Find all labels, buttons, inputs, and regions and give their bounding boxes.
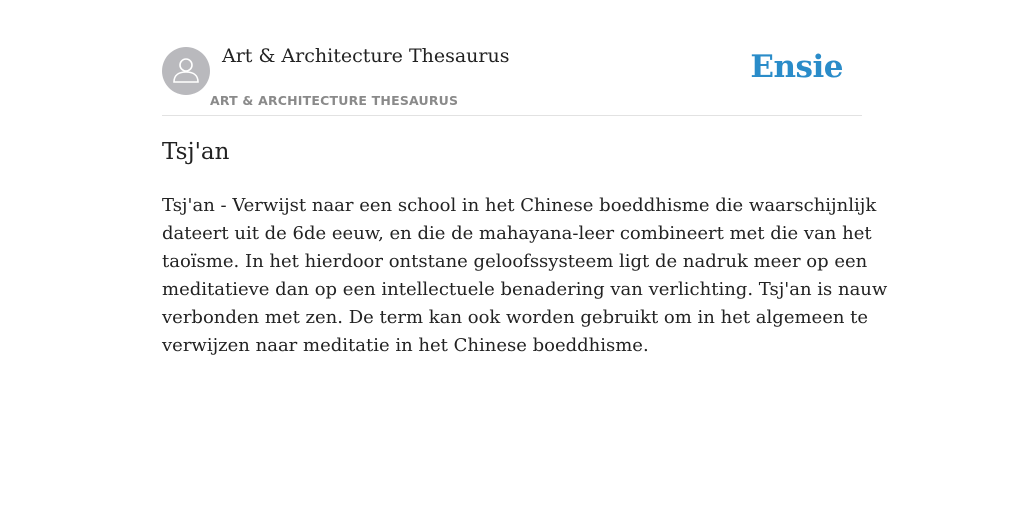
user-silhouette-icon (162, 47, 210, 95)
definition-line: dateert uit de 6de eeuw, en die de mahayana-leer combineert met die van het (162, 223, 872, 244)
source-subtitle[interactable]: ART & ARCHITECTURE THESAURUS (210, 93, 459, 108)
brand-logo[interactable]: Ensie (750, 49, 843, 85)
definition-line: meditatieve dan op een intellectuele benadering van verlichting. Tsj'an is nauw (162, 279, 888, 300)
page-container (162, 0, 888, 356)
entry-definition (162, 192, 888, 360)
definition-line: verwijzen naar meditatie in het Chinese boeddhisme. (162, 335, 649, 356)
definition-line: verbonden met zen. De term kan ook worden gebruikt om in het algemeen te (162, 307, 869, 328)
entry-title: Tsj'an (162, 139, 230, 165)
avatar[interactable] (162, 47, 210, 95)
definition-line: taoïsme. In het hierdoor ontstane geloofssysteem ligt de nadruk meer op een (162, 251, 868, 272)
definition-line: Tsj'an - Verwijst naar een school in het Chinese boeddhisme die waarschijnlijk (162, 195, 877, 216)
source-header (162, 0, 862, 116)
source-title[interactable]: Art & Architecture Thesaurus (222, 45, 510, 67)
